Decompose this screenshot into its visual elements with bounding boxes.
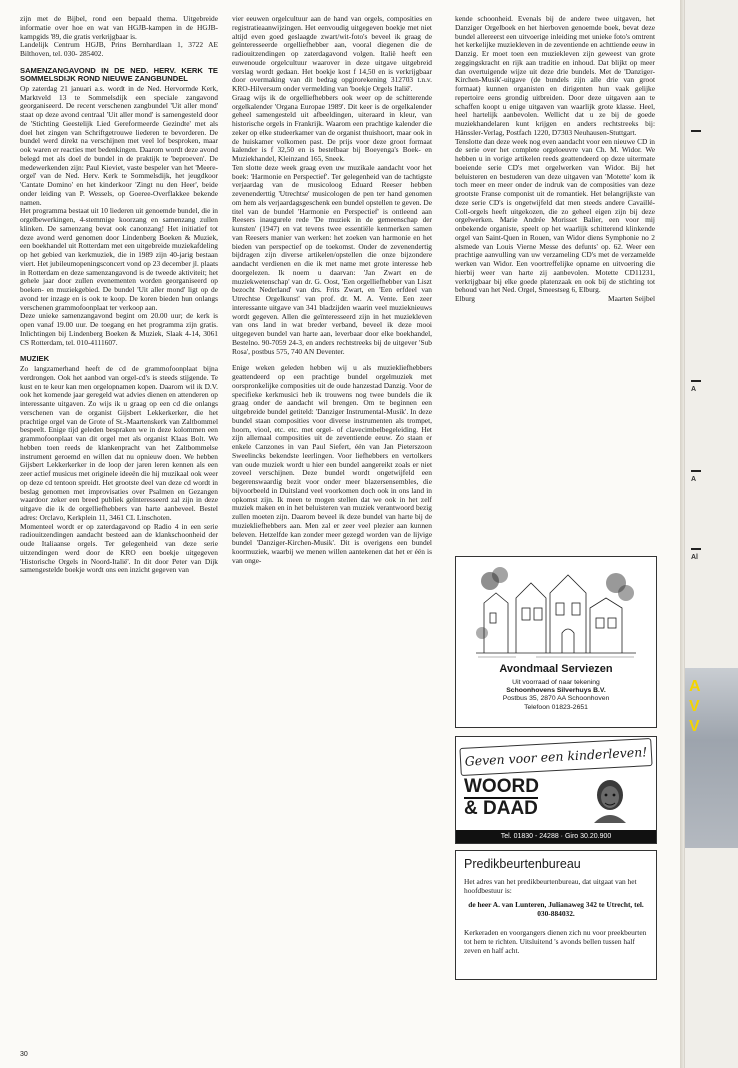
rule-mark xyxy=(691,470,701,472)
paragraph: Deze unieke samenzangavond begint om 20.00 uur; de kerk is open vanaf 19.00 uur. De toegang en het programma zijn gratis. Inlichtingen bij Lindenberg Boeken & Muziek, Slaak 4-14, 3061 CS Rotterdam, tel. 010-4111607. xyxy=(20,311,218,347)
paragraph: Tenslotte dan deze week nog even aandacht voor een nieuwe CD in de serie over het complete orgeloeuvre van Ch. M. Widor. We hebben u in vorige artikelen reeds geattendeerd op deze uitermate boeiende serie CD's met orgelwerken van Widor. Bij het beluisteren en bestuderen van deze uitgaven van 'Motette' kom ik toch meer en meer onder de indruk van de composities van deze grootste Franse componist uit de romantiek. Het belangrijkste van deze serie CD's is ongetwijfeld dat men steeds andere Cavaillé-Coll-orgels heeft uitgekozen, die zo geheel eigen zijn bij deze orgelwerken. Marie Andrée Morisset Balier, een voor mij onbekende organiste, speelt op het waarlijk schitterend klinkende orgel van Saint-Quen in Rouen, van Widor diens Symphonie no 2 alsmede van Louis Vierne Messe des defunts' op. 62. Weer een prachtige aanvulling van uw verzameling CD's met de verzamelde werken van Widor. Een voortreffelijke opname en uitvoering die hierbij weer van harte zij aanbevolen. Motette CD11231, verkrijgbaar bij elke goede platenzaak en ook bij de stichting tot behoud van het Ned. Orgel, Smeestseg 6, Elburg. xyxy=(455,136,655,295)
text-fragment: A xyxy=(691,386,697,393)
ad-phone: Telefoon 01823-2651 xyxy=(524,703,588,711)
box-address: de heer A. van Lunteren, Julianaweg 342 te Utrecht, tel. 030-884032. xyxy=(468,900,644,918)
article-heading: MUZIEK xyxy=(20,354,50,364)
ad-address: Postbus 35, 2870 AA Schoonhoven xyxy=(502,695,610,703)
photo-fragment: A V V xyxy=(685,668,738,848)
ad-contact: Tel. 01830 - 24288 · Giro 30.20.900 xyxy=(456,830,656,843)
ad-brand xyxy=(464,777,544,819)
church-building-illustration xyxy=(476,563,636,659)
paragraph: Het programma bestaat uit 10 liederen uit genoemde bundel, die in orgelbewerkingen, 4-stemmige koorzang en samenzang zullen klinken. De samenzang bevat ook canonzang! Het initiatief tot deze avond werd genomen door Lindenberg Boeken & Muziek, een boekhandel uit Rotterdam met een uitgebreide muziekafdeling op het gebied van kerkmuziek, die in 1989 zijn 40-jarig bestaan viert. Het jubileumopeningsconcert vond op 23 december jl. plaats in Rotterdam en deze samenzangavond is de tweede aktiviteit; het gehele jaar door zullen evenementen worden georganiseerd op boeken- en muziekgebied. De bundel 'Uit aller mond' ligt op de avond ter inzage en is ook te koop. De koren bieden hun onlangs verschenen grammofoonplaat ter verkoop aan. xyxy=(20,206,218,312)
text-fragment: A xyxy=(691,476,697,483)
paragraph: Zo langzamerhand heeft de cd de grammofoonplaat bijna verdrongen. Ook het aanbod van orgel-cd's is steeds stijgende. Te kust en te keur kan men orgelopnamen kopen. Daarom wil ik D.V. ook het komende jaar geregeld wat advies dienen en attenderen op interessante uitgaven. Zo wijs ik u graag op een cd die onlangs verschenen van de organist Gijsbert Lekkerkerker, die het prachtige orgel van de Grote of St.-Maartenskerk van Zaltbommel bespeelt. Enige tijd geleden bespraken we in deze kolommen een grammofoonplaat van dit orgel met als organist Klaas Bolt. We hebben toen reeds de klankenpracht van het Zaltbommelse instrument geroemd en willen dat nu opnieuw doen. We hebben Gijsbert Lekkerkerker in de loop der jaren leren kennen als een zeer actief musicus met originele ideeën die hij muzikaal ook weer op deze cd tentoon spreidt. Het grootste deel van deze cd wordt in beslag genomen met improvisaties over Psalmen en Gezangen waardoor zeker een breed publiek geïnteresseerd zal zijn in deze uitgave die ik de orgelliefhebbers van harte aanbeveel. Bestel adres: Orclavo, Kerkplein 11, 3461 CL Linschoten. xyxy=(20,364,218,522)
adjacent-page-edge xyxy=(684,0,738,1068)
rule-mark xyxy=(691,548,701,550)
ad-slogan: Geven voor een kinderleven! xyxy=(459,738,652,776)
predikbeurtenbureau-box xyxy=(455,850,657,980)
paragraph: Op zaterdag 21 januari a.s. wordt in de Ned. Hervormde Kerk, Marktveld 13 te Sommelsdijk een speciale zangavond georganiseerd. De recent verschenen zangbundel 'Uit aller mond' staat op deze avond centraal 'Uit aller mond' is samengesteld door de 'Stichting Geestelijk Lied Gereformeerde Gezindte' met als doel het zingen van Schriftgetrouwe liederen te bevorderen. De bundel werd direkt na verschijnen met veel lof besproken, maar ook waren er reacties met bedenkingen. Daarom wordt deze avond belegd met als doel de bundel in de praktijk te 'beproeven'. De medewerkenden zijn: Paul Kieviet, vaste bespeler van het 'Meere-orgel' van de Ned. Herv. Kerk te Sommelsdijk, het jeugdkoor 'Cantate Domino' en het kinderkoor 'Zingt nu den Heer', beide onder leiding van P. Wessels, op Goeree-Overflakkee bekende namen. xyxy=(20,83,218,207)
rule-mark xyxy=(691,130,701,132)
paragraph: Graag wijs ik de orgelliefhebbers ook weer op de schitterende orgelkalender 'Organa Europae 1989'. Dit keer is de orgelkalender geheel samengesteld uit afbeeldingen, uiteraard in kleur, van historische orgels in Frankrijk. Waarom een prachtige kalender die zeker op elke studeerkamer van de organist thuishoort, maar ook in de huiskamer volkomen past. De prijs voor deze groot formaat kalender is f 32,50 en is bestelbaar bij Boeyenga's Boek- en Muziekhandel, Kleinzand 165, Sneek. xyxy=(232,92,432,163)
column-1 xyxy=(20,15,218,1045)
rule-mark xyxy=(691,380,701,382)
paragraph: Ten slotte deze week graag even uw muzikale aandacht voor het boek: 'Harmonie en Perspectief'. Ter gelegenheid van de tachtigste verjaardag van de musicoloog Eduard Reeser hebben zevenenderttig 'Utrechtse' musicologen de pen ter hand genomen om hem als verjaardagsgeschenk een bundel opstellen te geven. De titel van de bundel 'Harmonie en Perspectief' is ontleend aan Reesers inaugurele rede 'De muziek in de gemeenschap der kunsten' (1947) en vat tevens twee essentiële kenmerken samen van Reesers manier van werken: het zoeken van harmonie en het bieden van perspectief op de toekomst. Onder de zevenendertig bijdragen zijn diverse artikelen/opstellen die onze bijzondere aandacht verdienen en die ik met name met grote interesse heb doorgelezen. Ik noem u daarvan: 'Jan Zwart en de muziekwetenschap' van dr. G. Oost, 'Een orgelliefhebber van Liszt bezocht Nederland' van drs. Frits Zwart, en 'Een erfdeel van Utrechtse Orgelkunst' van prof. dr. M. A. Vente. Een zeer interessante uitgave van 341 bladzijden waarin veel muzieknieuws wordt gegeven. Allen die geïnteresseerd zijn in het muziekleven van ons land in wat breder verband, beveel ik deze mooi uitgegeven bundel van harte aan, leverbaar door elke boekhandel, Bestelno. 90-7059 24-3, en anders rechtstreeks bij de uitgever 'Sub Rosa', postbus 575, 740 AN Deventer. xyxy=(232,162,432,356)
avondmaal-serviezen-ad xyxy=(455,556,657,728)
signature-line xyxy=(455,295,655,304)
paragraph: vier eeuwen orgelcultuur aan de hand van orgels, composities en registratieaanwijzingen. Het eenvoudig uitgegeven boekje met niet altijd even goed geslaagde zwart/wit-foto's beveel ik graag de geïnteresseerde orgelliefhebber aan, vooral diegenen die de radiouitzendingen op zaterdagavond volgen. Italië heeft een euwenoude orgelcultuur waarover in deze uitgave uitgebreid verslag wordt gedaan. Het boekje kost f 14,50 en is verkrijgbaar door overmaking van dit bedrag opgirorekening 312703 t.n.v. KRO-Hilversum onder vermelding van 'boekje Orgels Italië'. xyxy=(232,15,432,93)
column-3 xyxy=(455,15,655,553)
woord-en-daad-ad xyxy=(455,736,657,844)
text-fragment: Al xyxy=(691,554,698,561)
brand-line-2: & DAAD xyxy=(464,798,538,819)
paragraph: kende schoonheid. Evenals bij de andere twee uitgaven, het Danziger Orgelboek en het hierboven genoemde boek, bevat deze bundel allereerst een uitvoerige inleiding met unieke foto's omtrent het kerkelijke muziekleven in de zeventiende en achttiende eeuw in Danzig. Er moet toen een muziekleven zijn geweest van grote zeggingskracht en rijk aan traditie en inhoud. Dat blijkt op meer dan overtuigende wijze uit deze drie bundels. Met de 'Danziger-Kirchen-Musik'-uitgave (de bundels zijn alle drie van groot formaat) kunnen organisten en dirigenten hun vaak gelijke repertoire eens grondig uitbreiden. Door deze uitgaven aan te schaffen koopt u enige uitgaven van waarlijk grote klasse. Heel, heel hartelijk aanbevolen. Wellicht dat u ze bij de goede muziekhandelaren kunt krijgen en anders rechtstreeks bij: Hänssler-Verlag, Postfach 1220, D7303 Neuhausen-Stuttgart. xyxy=(455,15,655,137)
paragraph: Landelijk Centrum HGJB, Prins Bernhardlaan 1, 3722 AE Bilthoven, tel. 030- 285402. xyxy=(20,40,218,58)
ad-title: Avondmaal Serviezen xyxy=(499,663,613,675)
box-title: Predikbeurtenbureau xyxy=(464,857,581,871)
child-photo xyxy=(584,773,636,823)
ad-details xyxy=(456,679,656,712)
box-text: Het adres van het predikbeurtenbureau, dat uitgaat van het hoofdbestuur is: xyxy=(464,877,637,895)
box-text: Kerkeraden en voorgangers dienen zich nu voor preekbeurten tot hem te richten. Uitsluitend 's avonds bellen tussen half zeven en half acht. xyxy=(464,928,647,955)
paragraph: Enige weken geleden hebben wij u als muziekliefhebbers geattendeerd op een prachtige bundel orgelmuziek met oorspronkelijke composities uit de oude hanzestad Danzig. Voor de specifieke kerkmusici heb ik trouwens nog twee bundels die ik graag onder de aandacht wil brengen. Om te beginnen een uitgebreide bundel getiteld: 'Danziger Instrumental-Musik'. In deze bundel staan composities voor diverse instrumenten als trompet, hoorn, viool, etc. etc. met orgel- of clavecimbelbegeleiding. Het zijn allemaal composities uit de zeventiende eeuw. Zo staan er enkele Canzones in van Paul Siefert, één van Jan Pieterszoon Sweelincks bekendste leerlingen. Voor liefhebbers en vertolkers van oude muziek wordt u hier een bundel aangereikt zoals er niet zoveel verschijnen. Deze bundel wordt ongetwijfeld een begerenswaardig bezit voor onder meer blazersensembles, die bijvoorbeeld in Duitsland veel voorkomen doch ook in ons land in opkomst zijn. Ik meen te mogen stellen dat we ook in het zelf muziek maken en in het beluisteren van muziek verantwoord bezig zullen moeten zijn. Daarom beveel ik deze bundel van harte bij de muziekliefhebbers aan. Men zal er zeer veel plezier aan kunnen beleven. Hetzelfde kan zonder meer gezegd worden van de lijvige bundel 'Danziger-Kirchen-Musik'. Dit is overigens een bundel koormuziek, waarbij we menen willen aantekenen dat het er één is van onge- xyxy=(232,363,432,565)
column-2 xyxy=(232,15,432,1045)
article-heading: SAMENZANGAVOND IN DE NED. HERV. KERK TE SOMMELSDIJK ROND NIEUWE ZANGBUNDEL xyxy=(20,65,218,84)
paragraph: Momenteel wordt er op zaterdagavond op Radio 4 in een serie radiouitzendingen aandacht besteed aan de klankschoonheid der oude Italiaanse orgels. Ter gelegenheid van deze serie uitzendingen werd door de KRO een boekje uitgegeven 'Historische Orgels in Noord-Italië'. In dit door Peter van Dijk samengestelde boekje wordt ons een inzicht gegeven van xyxy=(20,521,218,575)
brand-line-1: WOORD xyxy=(464,776,539,797)
ad-company: Schoonhovens Silverhuys B.V. xyxy=(506,687,606,695)
ad-line: Uit voorraad of naar tekening xyxy=(512,679,600,686)
signature-author: Maarten Seijbel xyxy=(608,294,655,303)
paragraph: zijn met de Bijbel, rond een bepaald thema. Uitgebreide informatie over hoe en wat van HGJB-kampen in de HGJB-kampgids '89, die gratis verkrijgbaar is. xyxy=(20,15,218,41)
signature-place: Elburg xyxy=(455,294,475,303)
page-number: 30 xyxy=(20,1051,28,1058)
